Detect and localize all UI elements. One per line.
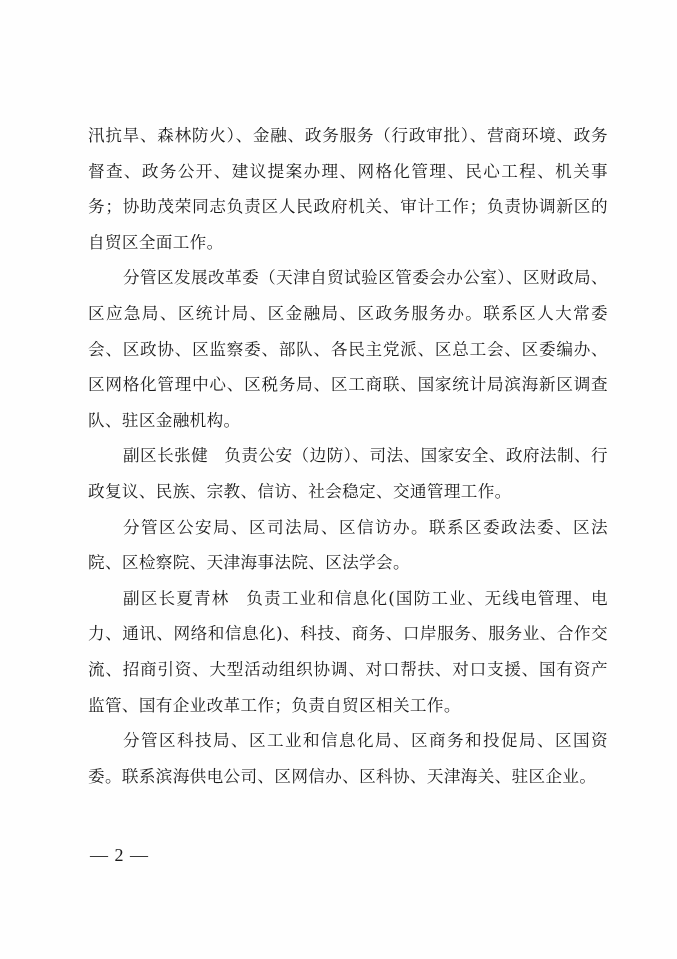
paragraph-3 — [88, 438, 608, 509]
paragraph-5 — [88, 581, 608, 723]
paragraph-5-text: 负责工业和信息化(国防工业、无线电管理、电力、通讯、网络和信息化)、科技、商务、口岸服务、服务业、合作交流、招商引资、大型活动组织协调、对口帮扶、对口支援、国有资产监管、国有企业改革工作；负责自贸区相关工作。 — [88, 588, 608, 715]
paragraph-2 — [88, 260, 608, 438]
paragraph-1-text: 汛抗旱、森林防火）、金融、政务服务（行政审批）、营商环境、政务督查、政务公开、建议提案办理、网格化管理、民心工程、机关事务；协助茂荣同志负责区人民政府机关、审计工作；负责协调新区的自贸区全面工作。 — [88, 126, 608, 252]
paragraph-2-text: 分管区发展改革委（天津自贸试验区管委会办公室）、区财政局、区应急局、区统计局、区金融局、区政务服务办。联系区人大常委会、区政协、区监察委、部队、各民主党派、区总工会、区委编办、区网格化管理中心、区税务局、区工商联、国家统计局滨海新区调查队、驻区金融机构。 — [88, 268, 608, 430]
page-number: — 2 — — [90, 845, 149, 865]
paragraph-5-lead: 副区长夏青林 — [123, 588, 230, 608]
paragraph-4-text: 分管区公安局、区司法局、区信访办。联系区委政法委、区法院、区检察院、天津海事法院、区法学会。 — [88, 517, 608, 573]
paragraph-3-lead: 副区长张健 — [123, 446, 209, 466]
paragraph-1 — [88, 118, 608, 260]
paragraph-6-text: 分管区科技局、区工业和信息化局、区商务和投促局、区国资委。联系滨海供电公司、区网信办、区科协、天津海关、驻区企业。 — [88, 731, 608, 786]
paragraph-6 — [88, 723, 608, 794]
document-body — [88, 118, 608, 794]
paragraph-4 — [88, 510, 608, 581]
paragraph-3-text: 负责公安（边防）、司法、国家安全、政府法制、行政复议、民族、宗教、信访、社会稳定、交通管理工作。 — [88, 446, 609, 501]
